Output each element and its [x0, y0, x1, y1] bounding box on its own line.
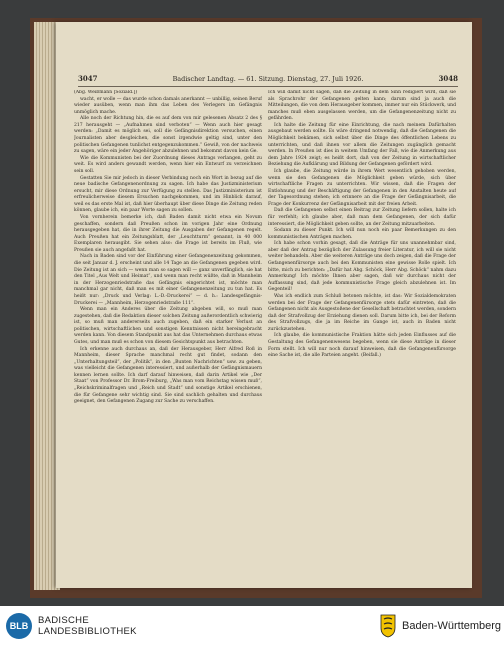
- paragraph: Daß die Gefangenen selbst einen Beitrag zur Zeitung liefern sollen, halte ich für verfehlt; ich glaube aber, daß man dem Gefangenen, der sich dafür interessiert, die Möglichkeit geben sollte, an der Zeitung mitzuarbeiten.: [268, 208, 456, 227]
- paragraph: Ich habe schon vorhin gesagt, daß die Anträge für uns unannehmbar sind, aber daß der Antrag bezüglich der Zulassung freier Literatur, ich will sie nicht weiter behandeln. Aber die weiteren Anträge uns doch zeigen, daß die Frage der Gefangenenfürsorge auch bei den Kommunisten eine gewisse Rolle spielt. Ich bitte, mich zu berichten: „Dafür hat Abg. Schöck, Herr Abg. Schöck“ nahm dazu Anmerkung! Ich möchte Ihnen aber sagen, daß wir durchaus nicht der Auffassung sind, daß jede kommunistische Frage gleich abzulehnen ist. Im Gegenteil!: [268, 241, 456, 293]
- page-number-right: 3048: [438, 74, 458, 83]
- paragraph: Ich glaube, die Zeitung würde in ihrem Wert wesentlich gehoben werden, wenn sie den Gefangenen die Möglichkeit geben würde, sich über wirtschaftliche Fragen zu unterrichten. Wir wissen, daß die Fragen der Entlohnung und der Beschäftigung der Gefangenen in den Anstalten heute auf der Tagesordnung stehen; ich erinnere an die Frage der Gefängnisarbeit, die Frage der Konkurrenz der Gefängnisarbeit mit der freien Arbeit.: [268, 168, 456, 207]
- library-name-line2: LANDESBIBLIOTHEK: [38, 626, 137, 637]
- library-footer: [0, 606, 504, 645]
- paragraph: Von vornherein bemerke ich, daß Baden damit nicht etwa ein Novum geschaffen, sondern daß Preußen schon im vorigen Jahr eine Ordnung herausgegeben hat, die in ihrer Zeitung die Ausgaben der Gefangenen regelt. Auch Preußen hat ein Zeitungsblatt, der „Leuchtturm“ genannt, in 40 000 Exemplaren herausgibt. Sie sehen also: die Frage ist bereits im Fluß, wie Preußen sie auch angefaßt hat.: [74, 214, 262, 253]
- paragraph: Wenn man ein Anderes über die Zeitung abgeben will, so muß man zugestehen, daß die Redaktion dieser solchen Zeitung außerordentlich schwierig ist, so muß man andererseits auch zugeben, daß ein starker Verlust an politischen, wirtschaftlichen und sonstigen Kenntnissen nicht hereingebracht werden kann. Von diesem Standpunkt aus hat das Unternehmen durchaus etwas Gutes, und man muß es schon von diesem Gesichtspunkt aus betrachten.: [74, 307, 262, 345]
- paragraph: Ich will damit nicht sagen, daß die Zeitung in dem Sinn redigiert wird, daß sie als Sprachrohr der Gefangenen gelten kann; darum sind ja auch die Mitteilungen, die von dem Herausgeber kommen, immer nur ein Stückwerk, und manches muß eben ausgelassen werden, um die Gefangenenzeitung nicht zu gefährden.: [268, 90, 456, 122]
- library-name-line1: BADISCHE: [38, 615, 89, 626]
- paragraph: Ich glaube, die kommunistische Fraktion hätte sich jeden Einflusses auf die Gestaltung des Gefangenenwesens begeben, wenn sie diese Anträge in dieser Form stellt. Ich will nur noch darauf hinweisen, daß die Gefangenenfürsorge eine Sache ist, die alle Parteien angeht. (Beifall.): [268, 333, 456, 359]
- paragraph: Alle noch der Richtung hin, die es auf dem von mir gelesenen Absatz 2 des § 217 herausgeht — „Aufnahmen sind verboten“ — Wenn auch hier gesagt werden: „Damit es möglich sei, soll die Gefängnisdirektion versuchen, einen Journalisten aber desgleichen, die sonst irgendwie geltig sind, unter den politischen Gefangenen tunlichst entgegenzukommen.“ Gewiß, von der nachweis zu sagen, wäre ein jeder Angehöriger abzulehnen und bekommt davon kein Ge.: [74, 116, 262, 155]
- text-column-left: [74, 90, 262, 592]
- header-title: Badischer Landtag. — 61. Sitzung. Dienstag, 27. Juli 1926.: [172, 75, 364, 83]
- state-emblem-icon: [380, 614, 396, 638]
- state-name[interactable]: Baden-Württemberg: [402, 620, 502, 632]
- running-header: [78, 74, 458, 86]
- paragraph: wacht, er wolle — das wurde schon damals anerkannt — unbillig, seinen Beruf wieder ausüben, wenn man ihm das Leben des Verlegers im Gefängnis unmöglich mache.: [74, 96, 262, 115]
- paragraph: (Abg. Weißmann [Soziald.]): [74, 90, 138, 95]
- blb-logo[interactable]: BLB: [6, 613, 32, 639]
- scanned-page: [56, 22, 472, 588]
- paragraph: Ich erkenne auch durchaus an, daß der Herausgeber, Herr Alfred Roß in Mannheim, dieser Sprache manchmal recht gut findet, sodann den „Unterhaltungsteil“, der „Politik“, in den „Bunten Nachrichten“ usw. zu geben, was vielleicht die Gefangenen interessiert, und außerhalb der Gefängnismauern kennen lernen sollte. Ich darf darauf hinweisen, daß darin Artikel wie „Der Staat“ von Professor Dr. Brom-Freiburg, „Was man vom Reichstag wissen muß“, „Reichskriminalfragen und „Reich und Stadt“ und sonstige Artikel erschienen, die für Gefangene sehr wichtig sind. Sie sind sachlich gehalten und durchaus geeignet, den Gefangenen Zugang zur Sache zu verschaffen.: [74, 346, 262, 405]
- text-column-right: [268, 90, 456, 592]
- page-number-left: 3047: [78, 74, 98, 83]
- paragraph: Wie die Kommunisten bei der Zuordnung dieses Antrags verlangen, geht zu weit. Es wird anders gewandt werden, wenn hier ein Entwurf zu verzeichnen sein soll.: [74, 155, 262, 174]
- header-rule: [78, 86, 458, 87]
- paragraph: Was ich endlich zum Schluß betonen möchte, ist das: Wir Sozialdemokraten werden bei der Frage der Gefangenenfürsorge stets dafür eintreten, daß die Gefangenen nicht als Ausgestoßene der Gesellschaft betrachtet werden, sondern daß der Strafvollzug der Erziehung dienen soll. Darum bitte ich, bei der Reform des Strafvollzugs, die ja im Reiche im Gange ist, auch in Baden nicht zurückzustehen.: [268, 293, 456, 332]
- paragraph: Ich halte die Zeitung für eine Einrichtung, die nach meinem Dafürhalten ausgebaut werden sollte. Es wäre dringend notwendig, daß die Gefangenen die Möglichkeit bekämen, sich selbst über die Dinge des öffentlichen Lebens zu unterrichten, und daß ihnen vor allem die Zeitungen zugänglich gemacht werden. In Preußen ist dies in weitem Umfang der Fall, wie die Anmerkung aus dem Jahre 1924 zeigt; es heißt dort, daß von der Zeitung in wirtschaftlicher Beziehung die Aufklärung und Bildung der Gefangenen gefördert wird.: [268, 122, 456, 168]
- library-name[interactable]: [38, 615, 137, 637]
- paragraph: Gestatten Sie mir jedoch in dieser Verbindung noch ein Wort in bezug auf die neue badische Gefangenenordnung zu sagen. Ich habe das Justizministerium ersucht, mir diese Ordnung zur Verfügung zu stellen. Das Justizministerium ist erfreulicherweise diesem Ersuchen nachgekommen, und im Hinblick darauf, weil es das erste Mal ist, daß hier überhaupt über diese Dinge die Zeitung reden können, glaube ich, ein paar Worte sagen zu sollen.: [74, 175, 262, 214]
- paragraph: Nach in Baden sind vor der Einführung einer Gefangenenzeitung gekommen, die seit Januar d. J. erscheint und alle 14 Tage an die Gefangenen gegeben wird. Die Zeitung ist an sich — wenn man so sagen will — ganz unverfänglich, sie hat den Titel „Aus Welt und Heimat“, und wenn man recht wüßte, daß in Mannheim in der Herzogenriedstraße das Gefängnis eingerichtet ist, möchte man manchmal gar nicht, daß man es mit einer Gefangenenzeitung zu tun hat. Es heißt nur: „Druck und Verlag: L.-D.-Druckerei“ — d. h.: Landesgefängnis-Druckerei — „Mannheim, Herzogenriedstraße 111“.: [74, 254, 262, 306]
- paragraph: Sodann zu dieser Punkt. Ich will nun noch ein paar Bemerkungen zu den kommunistischen Anträgen machen.: [268, 228, 456, 240]
